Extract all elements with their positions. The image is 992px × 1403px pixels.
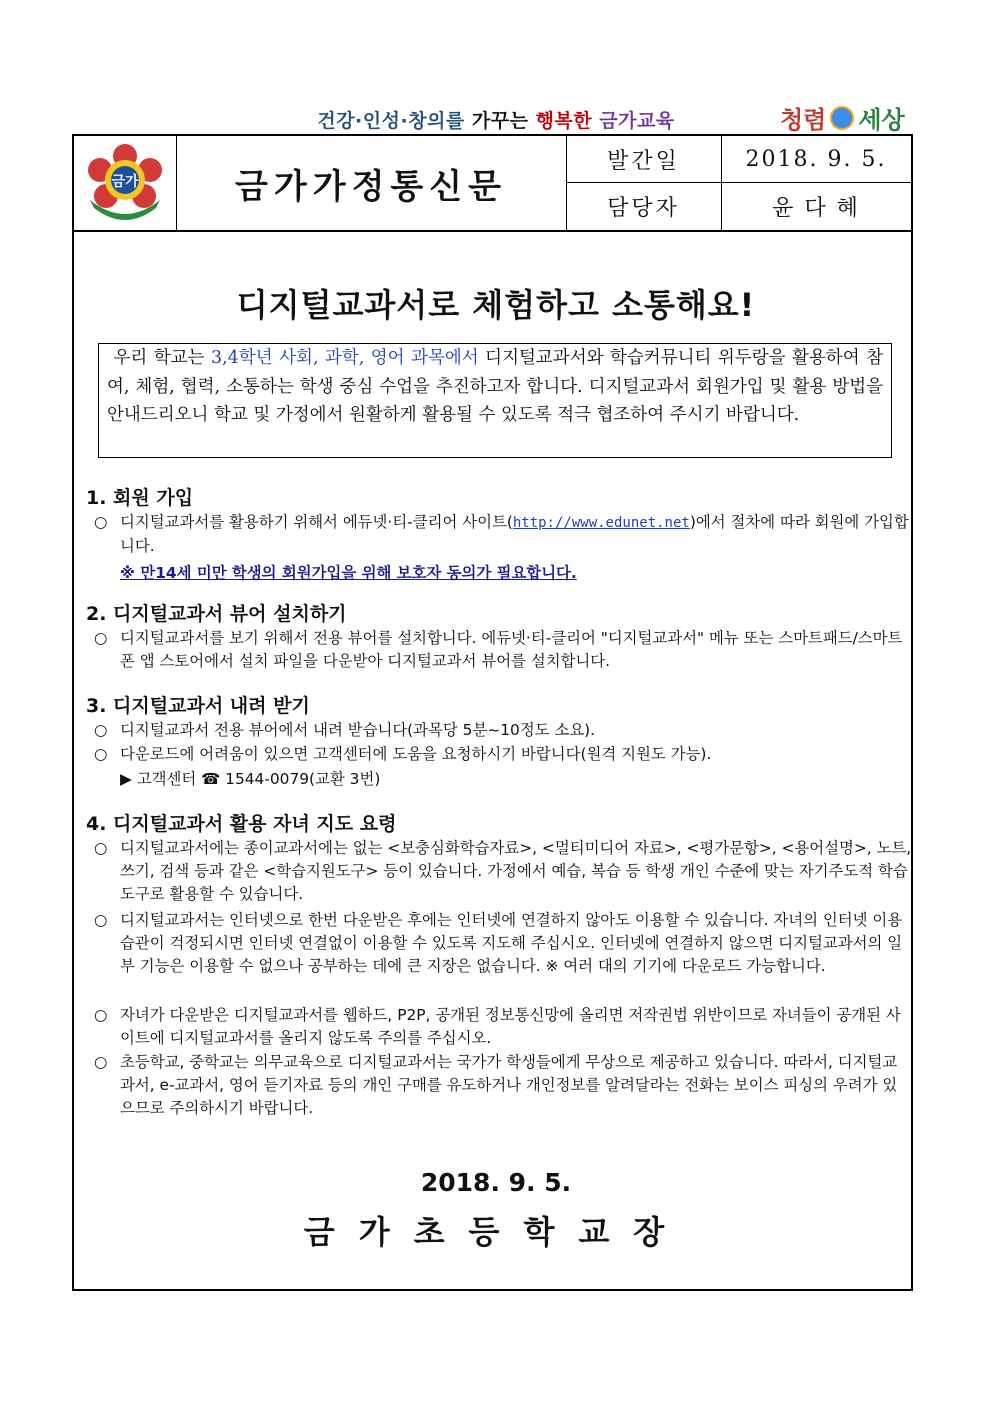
manager-label: 담당자	[566, 183, 722, 230]
bullet-icon: ○	[94, 839, 108, 857]
section-2-item-1-text: 디지털교과서를 보기 위해서 전용 뷰어를 설치합니다. 에듀넷·티-클리어 "디지털교과서" 메뉴 또는 스마트패드/스마트폰 앱 스토어에서 설치 파일을 다운받아 디지털교과서 뷰어를 설치합니다.	[120, 629, 903, 671]
section-4-title: 4. 디지털교과서 활용 자녀 지도 요령	[86, 813, 397, 835]
bullet-icon: ○	[94, 1053, 108, 1071]
motto-part-2: 가꾸는	[464, 110, 536, 132]
page-headline: 디지털교과서로 체험하고 소통해요!	[236, 286, 756, 324]
school-emblem-icon	[82, 142, 168, 224]
section-4-item-3-text: 자녀가 다운받은 디지털교과서를 웹하드, P2P, 공개된 정보통신망에 올리면 저작권법 위반이므로 자녀들이 공개된 사이트에 디지털교과서를 올리지 않도록 주의를 주십시오.	[120, 1006, 901, 1048]
section-1-item-1	[94, 511, 912, 558]
newsletter-header	[74, 136, 911, 232]
intro-text-2: 디지털교과서와 학습커뮤니티 위두랑을 활용하여 참여, 체험, 협력, 소통하는 학생 중심 수업을 추진하고자 합니다. 디지털교과서 회원가입 및 활용 방법을 안내드리오니 학교 및 가정에서 원활하게 활용될 수 있도록 적극 협조하여 주시기 바랍니다.	[107, 348, 883, 425]
section-4-item-2	[94, 909, 912, 979]
section-4-item-1-text: 디지털교과서에는 종이교과서에는 없는 <보충심화학습자료>, <멀티미디어 자료>, <평가문항>, <용어설명>, 노트, 쓰기, 검색 등과 같은 <학습지원도구> 등이 있습니다. 가정에서 예습, 복습 등 학생 개인 수준에 맞는 자기주도적 학습 도구로 활용할 수 있습니다.	[120, 839, 912, 904]
intro-text-1: 우리 학교는	[113, 348, 211, 368]
bullet-icon: ○	[94, 629, 108, 647]
motto-part-3: 행복한	[535, 110, 593, 132]
section-1-note: ※ 만14세 미만 학생의 회원가입을 위해 보호자 동의가 필요합니다.	[120, 564, 577, 582]
section-2-title: 2. 디지털교과서 뷰어 설치하기	[86, 603, 347, 625]
section-1-item-1-text-a: 디지털교과서를 활용하기 위해서 에듀넷·티-클리어 사이트(	[120, 513, 513, 531]
section-4-item-2-text: 디지털교과서는 인터넷으로 한번 다운받은 후에는 인터넷에 연결하지 않아도 이용할 수 있습니다. 자녀의 인터넷 이용습관이 걱정되시면 인터넷 연결없이 이용할 수 있도록 지도해 주십시오. 인터넷에 연결하지 않으면 디지털교과서의 일부 기능은 이용할 수 없으나 공부하는 데에 큰 지장은 없습니다. ※ 여러 대의 기기에 다운로드 가능합니다.	[120, 911, 903, 976]
section-4-item-4-text: 초등학교, 중학교는 의무교육으로 디지털교과서는 국가가 학생들에게 무상으로 제공하고 있습니다. 따라서, 디지털교과서, e-교과서, 영어 듣기자료 등의 개인 구매를 유도하거나 개인정보를 알려달라는 전화는 보이스 피싱의 우려가 있으므로 주의하시기 바랍니다.	[120, 1053, 898, 1118]
manager-row	[566, 183, 911, 230]
bullet-icon: ○	[94, 721, 108, 739]
edunet-link[interactable]: http://www.edunet.net	[512, 515, 690, 531]
bullet-icon: ○	[94, 745, 108, 763]
school-emblem	[74, 136, 177, 230]
manager-value: 윤 다 혜	[772, 196, 860, 221]
issue-date-label: 발간일	[566, 136, 722, 182]
section-3-item-1	[94, 719, 912, 742]
principal-signature: 금가초등학교장	[303, 1213, 689, 1251]
bullet-icon: ○	[94, 911, 108, 929]
section-4-item-3	[94, 1004, 912, 1050]
issue-date-value: 2018. 9. 5.	[745, 146, 887, 172]
section-3-item-2	[94, 743, 912, 766]
section-4-item-1	[94, 837, 912, 907]
section-3-title: 3. 디지털교과서 내려 받기	[86, 695, 310, 717]
motto-part-4: 금가교육	[592, 110, 675, 132]
section-2-item-1	[94, 627, 912, 673]
issue-date-row	[566, 136, 911, 183]
section-3-item-2-text: 다운로드에 어려움이 있으면 고객센터에 도움을 요청하시기 바랍니다(원격 지원도 가능).	[120, 745, 712, 763]
globe-icon	[830, 106, 854, 130]
brand-logo	[780, 100, 905, 135]
intro-highlight: 3,4학년 사회, 과학, 영어 과목에서	[210, 348, 479, 368]
footer-date: 2018. 9. 5.	[420, 1168, 572, 1197]
section-4-item-4	[94, 1051, 912, 1121]
section-1-title: 1. 회원 가입	[86, 487, 194, 509]
section-3-item-1-text: 디지털교과서 전용 뷰어에서 내려 받습니다(과목당 5분~10정도 소요).	[120, 721, 596, 739]
intro-box	[98, 343, 892, 458]
bullet-icon: ○	[94, 1006, 108, 1024]
section-1-item-1-text-b: )에서 절차에 따라 회원에 가입합니다.	[120, 513, 909, 556]
newsletter-title: 금가가정통신문	[176, 136, 567, 230]
brand-text-1: 청렴	[780, 105, 827, 134]
issue-meta-table	[566, 136, 911, 230]
customer-center-note: ▶ 고객센터 ☎ 1544-0079(교환 3번)	[120, 770, 381, 788]
brand-text-2: 세상	[858, 105, 905, 134]
motto-part-1: 건강·인성·창의를	[317, 110, 465, 132]
bullet-icon: ○	[94, 513, 108, 531]
emblem-text: 금가	[111, 174, 139, 190]
